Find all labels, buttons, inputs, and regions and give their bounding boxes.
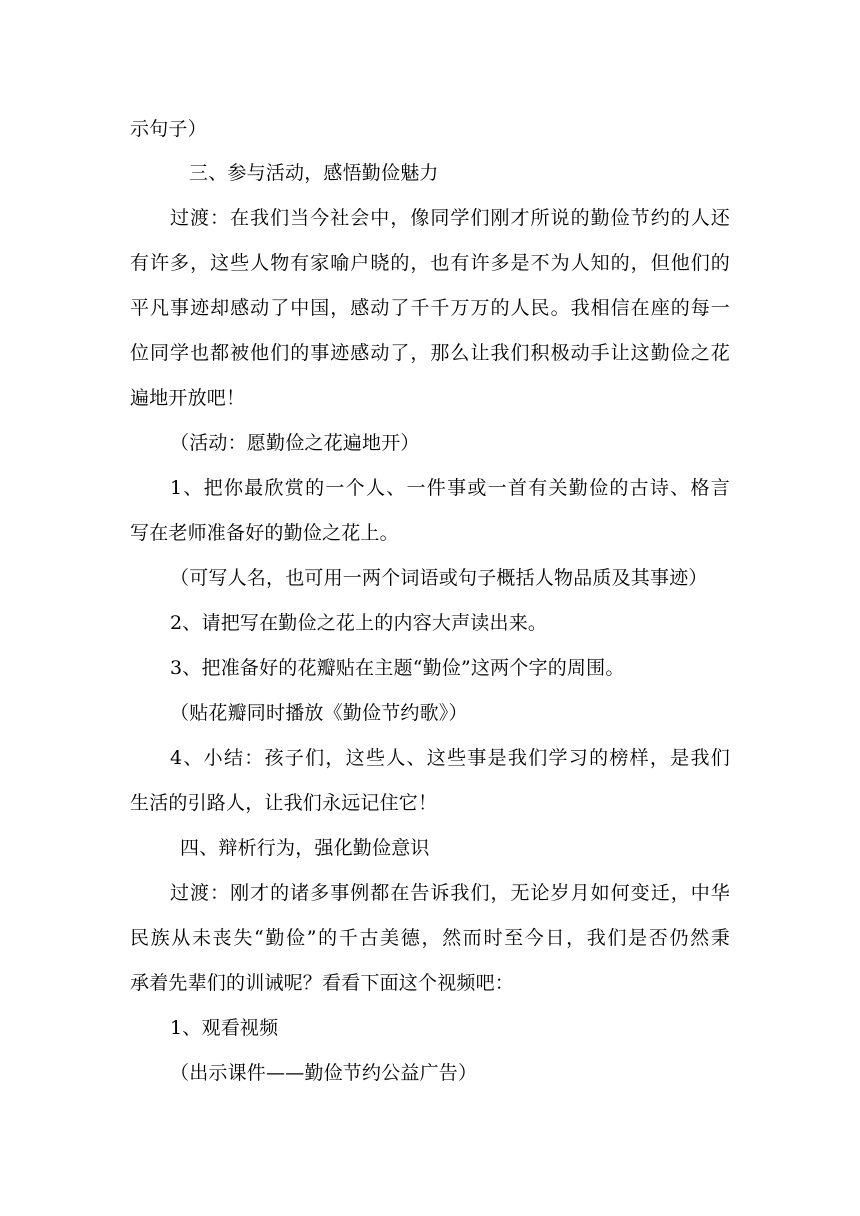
paragraph-line: 生活的引路人，让我们永远记住它！ — [130, 792, 438, 814]
text-line: 示句子） — [130, 118, 207, 140]
paragraph-line: 写在老师准备好的勤俭之花上。 — [130, 522, 399, 544]
paragraph-line: 有许多，这些人物有家喻户晓的，也有许多是不为人知的，但他们的 — [130, 252, 730, 274]
paragraph-line: 平凡事迹却感动了中国，感动了千千万万的人民。我相信在座的每一 — [130, 297, 730, 319]
activity-note: （出示课件——勤俭节约公益广告） — [170, 1062, 478, 1084]
list-item: 1、把你最欣赏的一个人、一件事或一首有关勤俭的古诗、格言 — [170, 477, 730, 499]
section-heading: 三、参与活动，感悟勤俭魅力 — [189, 162, 439, 184]
list-item: 3、把准备好的花瓣贴在主题“勤俭”这两个字的周围。 — [170, 657, 625, 679]
activity-note: （活动：愿勤俭之花遍地开） — [170, 432, 420, 454]
paragraph-line: 遍地开放吧！ — [130, 387, 246, 409]
paragraph-line: 位同学也都被他们的事迹感动了，那么让我们积极动手让这勤俭之花 — [130, 342, 730, 364]
section-heading: 四、辩析行为，强化勤俭意识 — [180, 837, 430, 859]
activity-note: （可写人名，也可用一两个词语或句子概括人物品质及其事迹） — [170, 567, 708, 589]
activity-note: （贴花瓣同时播放《勤俭节约歌》） — [170, 702, 468, 724]
paragraph-line: 过渡：在我们当今社会中，像同学们刚才所说的勤俭节约的人还 — [170, 207, 730, 229]
list-item: 4、小结：孩子们，这些人、这些事是我们学习的榜样，是我们 — [170, 747, 730, 769]
paragraph-line: 过渡：刚才的诸多事例都在告诉我们，无论岁月如何变迁，中华 — [170, 882, 730, 904]
paragraph-line: 民族从未丧失“勤俭”的千古美德，然而时至今日，我们是否仍然秉 — [130, 927, 730, 949]
list-item: 2、请把写在勤俭之花上的内容大声读出来。 — [170, 612, 548, 634]
paragraph-line: 承着先辈们的训诫呢？看看下面这个视频吧： — [130, 972, 515, 994]
list-item: 1、观看视频 — [170, 1017, 279, 1039]
